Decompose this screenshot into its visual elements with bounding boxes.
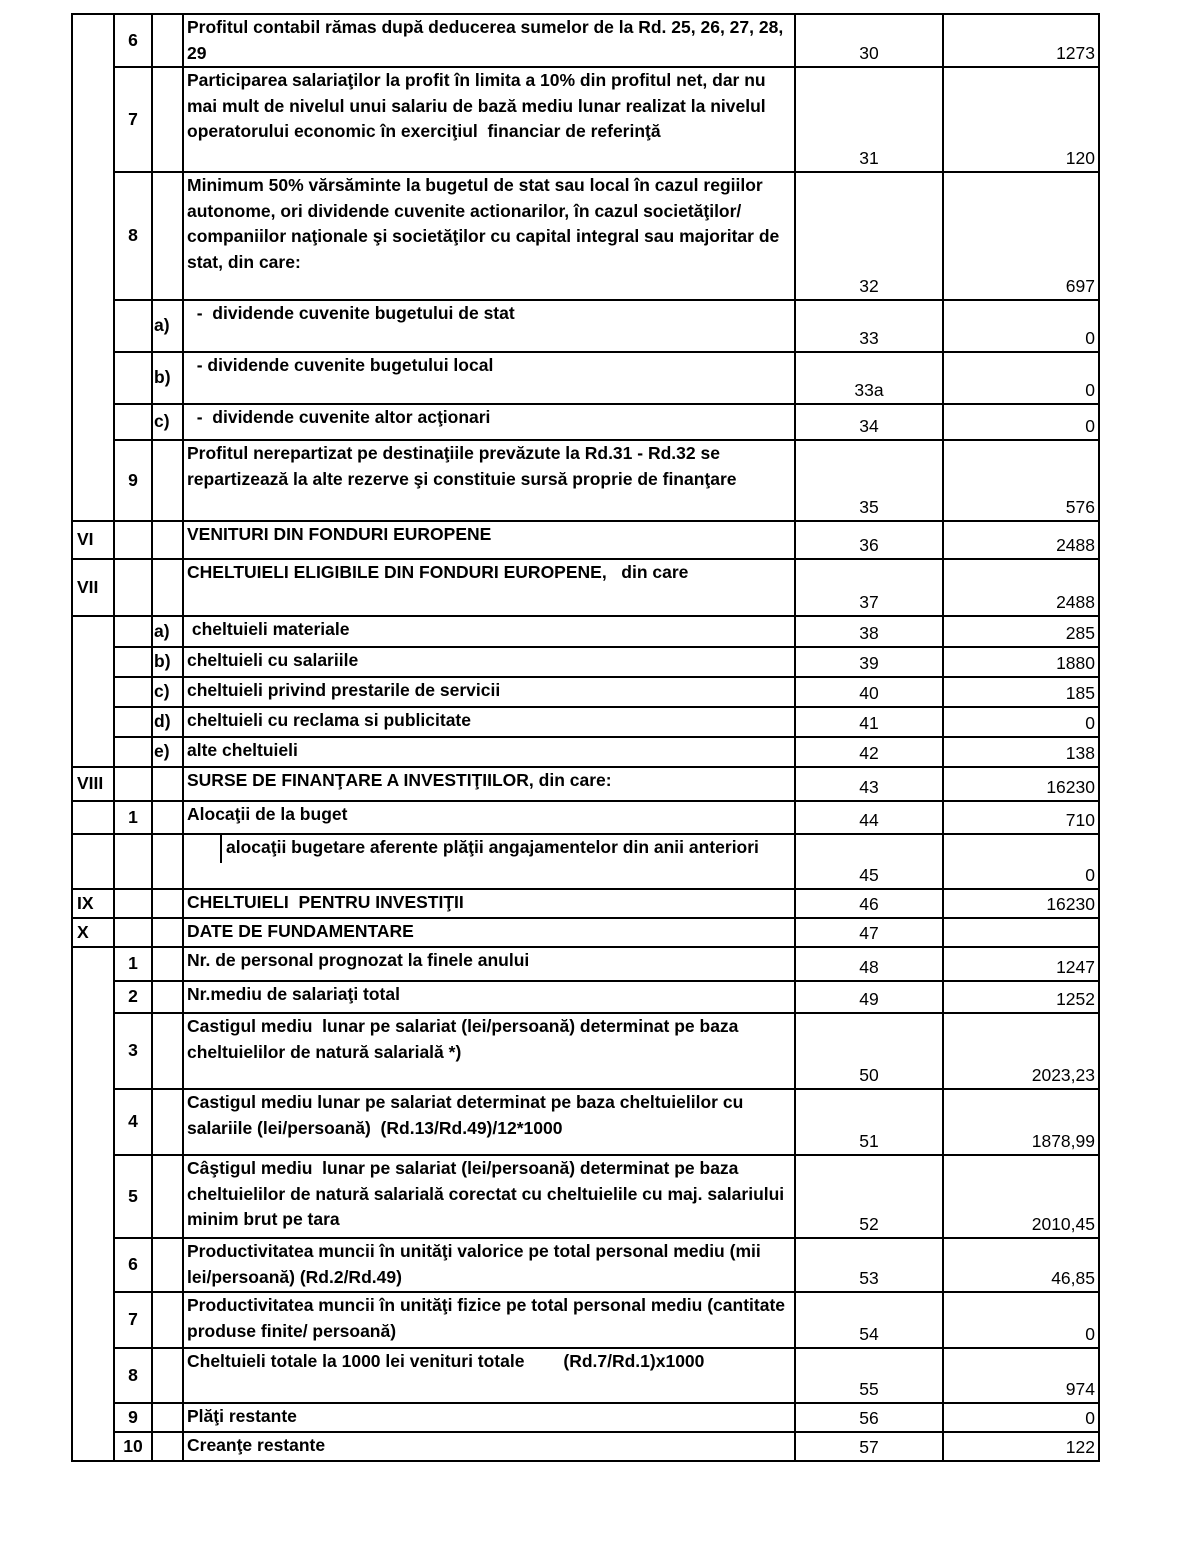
description-cell: cheltuieli cu salariile — [183, 647, 795, 677]
item-letter-cell — [152, 1403, 183, 1432]
item-number-cell: 9 — [114, 440, 152, 521]
description-cell: Participarea salariaţilor la profit în limita a 10% din profitul net, dar nu mai mult de nivelul unui salariu de bază mediu lunar realizat la nivelul operatorului economic în exerciţiul financiar de referinţă — [183, 67, 795, 172]
item-number-cell — [114, 559, 152, 616]
value-cell: 16230 — [943, 767, 1099, 801]
value-cell: 285 — [943, 616, 1099, 647]
table-row — [72, 14, 1099, 67]
description-cell: CHELTUIELI ELIGIBILE DIN FONDURI EUROPENE, din care — [183, 559, 795, 616]
row-code-cell: 50 — [795, 1013, 943, 1089]
row-code-cell: 53 — [795, 1238, 943, 1292]
row-code-cell: 55 — [795, 1348, 943, 1403]
item-letter-cell — [152, 767, 183, 801]
item-number-cell: 7 — [114, 67, 152, 172]
table-row — [72, 559, 1099, 616]
item-number-cell: 10 — [114, 1432, 152, 1461]
section-roman-cell — [72, 677, 114, 707]
section-roman-cell — [72, 981, 114, 1013]
item-letter-cell — [152, 1089, 183, 1155]
row-code-cell: 42 — [795, 737, 943, 767]
item-number-cell — [114, 767, 152, 801]
item-letter-cell — [152, 981, 183, 1013]
item-number-cell: 5 — [114, 1155, 152, 1238]
value-cell: 974 — [943, 1348, 1099, 1403]
table-row — [72, 1292, 1099, 1348]
value-cell: 710 — [943, 801, 1099, 834]
item-number-cell: 6 — [114, 14, 152, 67]
item-number-cell: 4 — [114, 1089, 152, 1155]
section-roman-cell — [72, 616, 114, 647]
description-cell: Nr. de personal prognozat la finele anului — [183, 947, 795, 981]
description-cell — [183, 834, 795, 889]
value-cell — [943, 918, 1099, 947]
section-roman-cell — [72, 647, 114, 677]
description-cell: Castigul mediu lunar pe salariat (lei/persoană) determinat pe baza cheltuielilor de natură salarială *) — [183, 1013, 795, 1089]
financial-table — [71, 13, 1100, 1462]
description-cell: Productivitatea muncii în unităţi valorice pe total personal mediu (mii lei/persoană) (Rd.2/Rd.49) — [183, 1238, 795, 1292]
table-row — [72, 300, 1099, 352]
description-cell: Creanţe restante — [183, 1432, 795, 1461]
item-number-cell: 9 — [114, 1403, 152, 1432]
value-cell: 2023,23 — [943, 1013, 1099, 1089]
item-letter-cell — [152, 521, 183, 559]
item-letter-cell: b) — [152, 352, 183, 404]
table-row — [72, 616, 1099, 647]
table-row — [72, 172, 1099, 300]
table-row — [72, 67, 1099, 172]
row-code-cell: 34 — [795, 404, 943, 440]
item-number-cell: 7 — [114, 1292, 152, 1348]
value-cell: 1273 — [943, 14, 1099, 67]
section-roman-cell — [72, 707, 114, 737]
row-code-cell: 46 — [795, 889, 943, 918]
section-roman-cell — [72, 947, 114, 981]
description-text: alocaţii bugetare aferente plăţii angajamentelor din anii anteriori — [226, 837, 759, 857]
section-roman-cell — [72, 1292, 114, 1348]
item-letter-cell — [152, 1432, 183, 1461]
row-code-cell: 49 — [795, 981, 943, 1013]
item-letter-cell — [152, 889, 183, 918]
section-roman-cell — [72, 404, 114, 440]
section-roman-cell: X — [72, 918, 114, 947]
value-cell: 576 — [943, 440, 1099, 521]
row-code-cell: 45 — [795, 834, 943, 889]
row-code-cell: 40 — [795, 677, 943, 707]
description-cell: Alocaţii de la buget — [183, 801, 795, 834]
item-number-cell: 1 — [114, 947, 152, 981]
section-roman-cell — [72, 1432, 114, 1461]
section-roman-cell: IX — [72, 889, 114, 918]
table-row — [72, 707, 1099, 737]
item-letter-cell — [152, 1013, 183, 1089]
item-number-cell: 2 — [114, 981, 152, 1013]
section-roman-cell — [72, 300, 114, 352]
row-code-cell: 33a — [795, 352, 943, 404]
table-row — [72, 521, 1099, 559]
value-cell: 0 — [943, 404, 1099, 440]
item-number-cell — [114, 352, 152, 404]
description-cell: Câştigul mediu lunar pe salariat (lei/persoană) determinat pe baza cheltuielilor de natură salarială corectat cu cheltuielile cu maj. salariului minim brut pe tara — [183, 1155, 795, 1238]
section-roman-cell — [72, 737, 114, 767]
row-code-cell: 38 — [795, 616, 943, 647]
value-cell: 120 — [943, 67, 1099, 172]
row-code-cell: 54 — [795, 1292, 943, 1348]
item-letter-cell — [152, 801, 183, 834]
section-roman-cell — [72, 1013, 114, 1089]
description-cell: DATE DE FUNDAMENTARE — [183, 918, 795, 947]
item-letter-cell — [152, 1155, 183, 1238]
description-cell: Profitul contabil rămas după deducerea sumelor de la Rd. 25, 26, 27, 28, 29 — [183, 14, 795, 67]
description-cell: Profitul nerepartizat pe destinaţiile prevăzute la Rd.31 - Rd.32 se repartizează la alte rezerve şi constituie sursă proprie de finanţare — [183, 440, 795, 521]
value-cell: 16230 — [943, 889, 1099, 918]
description-cell: - dividende cuvenite altor acţionari — [183, 404, 795, 440]
item-number-cell — [114, 404, 152, 440]
description-cell: Minimum 50% vărsăminte la bugetul de stat sau local în cazul regiilor autonome, ori dividende cuvenite actionarilor, în cazul societăţilor/ companiilor naţionale şi societăţilor cu capital integral sau majoritar de stat, din care: — [183, 172, 795, 300]
row-code-cell: 43 — [795, 767, 943, 801]
section-roman-cell — [72, 352, 114, 404]
item-letter-cell: b) — [152, 647, 183, 677]
value-cell: 138 — [943, 737, 1099, 767]
row-code-cell: 30 — [795, 14, 943, 67]
table-row — [72, 1238, 1099, 1292]
section-roman-cell — [72, 1155, 114, 1238]
value-cell: 2010,45 — [943, 1155, 1099, 1238]
section-roman-cell — [72, 1089, 114, 1155]
table-row — [72, 1403, 1099, 1432]
item-letter-cell — [152, 834, 183, 889]
description-cell: alte cheltuieli — [183, 737, 795, 767]
section-roman-cell — [72, 1403, 114, 1432]
table-row — [72, 647, 1099, 677]
item-number-cell: 1 — [114, 801, 152, 834]
description-cell: Cheltuieli totale la 1000 lei venituri totale (Rd.7/Rd.1)x1000 — [183, 1348, 795, 1403]
row-code-cell: 35 — [795, 440, 943, 521]
value-cell: 185 — [943, 677, 1099, 707]
item-number-cell — [114, 521, 152, 559]
description-cell: CHELTUIELI PENTRU INVESTIŢII — [183, 889, 795, 918]
item-number-cell — [114, 918, 152, 947]
item-letter-cell — [152, 918, 183, 947]
value-cell: 697 — [943, 172, 1099, 300]
table-row — [72, 1013, 1099, 1089]
section-roman-cell — [72, 1348, 114, 1403]
description-cell: cheltuieli materiale — [183, 616, 795, 647]
row-code-cell: 57 — [795, 1432, 943, 1461]
table-row — [72, 440, 1099, 521]
table-row — [72, 737, 1099, 767]
row-code-cell: 47 — [795, 918, 943, 947]
item-number-cell: 6 — [114, 1238, 152, 1292]
item-number-cell — [114, 300, 152, 352]
item-number-cell: 8 — [114, 1348, 152, 1403]
row-code-cell: 33 — [795, 300, 943, 352]
row-code-cell: 48 — [795, 947, 943, 981]
section-roman-cell — [72, 172, 114, 300]
item-number-cell — [114, 707, 152, 737]
row-code-cell: 36 — [795, 521, 943, 559]
table-row — [72, 834, 1099, 889]
value-cell: 1247 — [943, 947, 1099, 981]
item-letter-cell — [152, 172, 183, 300]
table-row — [72, 918, 1099, 947]
table-row — [72, 801, 1099, 834]
item-number-cell — [114, 616, 152, 647]
item-number-cell — [114, 737, 152, 767]
description-cell: - dividende cuvenite bugetului local — [183, 352, 795, 404]
value-cell: 2488 — [943, 559, 1099, 616]
item-number-cell: 8 — [114, 172, 152, 300]
section-roman-cell — [72, 801, 114, 834]
table-row — [72, 1432, 1099, 1461]
table-row — [72, 889, 1099, 918]
table-row — [72, 767, 1099, 801]
value-cell: 0 — [943, 352, 1099, 404]
section-roman-cell — [72, 834, 114, 889]
description-cell: - dividende cuvenite bugetului de stat — [183, 300, 795, 352]
description-cell: Nr.mediu de salariaţi total — [183, 981, 795, 1013]
row-code-cell: 56 — [795, 1403, 943, 1432]
item-letter-cell: a) — [152, 616, 183, 647]
table-row — [72, 1348, 1099, 1403]
row-code-cell: 52 — [795, 1155, 943, 1238]
table-row — [72, 352, 1099, 404]
description-cell: VENITURI DIN FONDURI EUROPENE — [183, 521, 795, 559]
row-code-cell: 32 — [795, 172, 943, 300]
item-letter-cell: d) — [152, 707, 183, 737]
item-letter-cell — [152, 559, 183, 616]
item-letter-cell — [152, 1238, 183, 1292]
item-number-cell — [114, 677, 152, 707]
value-cell: 0 — [943, 1403, 1099, 1432]
table-row — [72, 947, 1099, 981]
item-letter-cell — [152, 440, 183, 521]
item-letter-cell — [152, 14, 183, 67]
item-number-cell: 3 — [114, 1013, 152, 1089]
item-letter-cell — [152, 67, 183, 172]
section-roman-cell: VII — [72, 559, 114, 616]
value-cell: 1252 — [943, 981, 1099, 1013]
value-cell: 122 — [943, 1432, 1099, 1461]
value-cell: 1878,99 — [943, 1089, 1099, 1155]
row-code-cell: 41 — [795, 707, 943, 737]
section-roman-cell — [72, 440, 114, 521]
description-cell: Productivitatea muncii în unităţi fizice pe total personal mediu (cantitate produse finite/ persoană) — [183, 1292, 795, 1348]
row-code-cell: 51 — [795, 1089, 943, 1155]
item-number-cell — [114, 647, 152, 677]
section-roman-cell: VIII — [72, 767, 114, 801]
value-cell: 1880 — [943, 647, 1099, 677]
item-letter-cell: a) — [152, 300, 183, 352]
description-cell: Plăţi restante — [183, 1403, 795, 1432]
description-cell: SURSE DE FINANŢARE A INVESTIŢIILOR, din care: — [183, 767, 795, 801]
table-row — [72, 404, 1099, 440]
item-letter-cell — [152, 1348, 183, 1403]
item-number-cell — [114, 834, 152, 889]
table-row — [72, 981, 1099, 1013]
table-row — [72, 1089, 1099, 1155]
value-cell: 0 — [943, 834, 1099, 889]
value-cell: 2488 — [943, 521, 1099, 559]
value-cell: 0 — [943, 300, 1099, 352]
section-roman-cell — [72, 1238, 114, 1292]
section-roman-cell: VI — [72, 521, 114, 559]
row-code-cell: 37 — [795, 559, 943, 616]
description-cell: cheltuieli cu reclama si publicitate — [183, 707, 795, 737]
row-code-cell: 31 — [795, 67, 943, 172]
table-row — [72, 677, 1099, 707]
table-row — [72, 1155, 1099, 1238]
item-letter-cell: c) — [152, 677, 183, 707]
section-roman-cell — [72, 14, 114, 67]
value-cell: 46,85 — [943, 1238, 1099, 1292]
description-cell: Castigul mediu lunar pe salariat determinat pe baza cheltuielilor cu salariile (lei/persoană) (Rd.13/Rd.49)/12*1000 — [183, 1089, 795, 1155]
item-letter-cell: e) — [152, 737, 183, 767]
item-letter-cell: c) — [152, 404, 183, 440]
item-number-cell — [114, 889, 152, 918]
description-cell: cheltuieli privind prestarile de servicii — [183, 677, 795, 707]
item-letter-cell — [152, 1292, 183, 1348]
value-cell: 0 — [943, 1292, 1099, 1348]
item-letter-cell — [152, 947, 183, 981]
value-cell: 0 — [943, 707, 1099, 737]
row-code-cell: 39 — [795, 647, 943, 677]
section-roman-cell — [72, 67, 114, 172]
row-code-cell: 44 — [795, 801, 943, 834]
